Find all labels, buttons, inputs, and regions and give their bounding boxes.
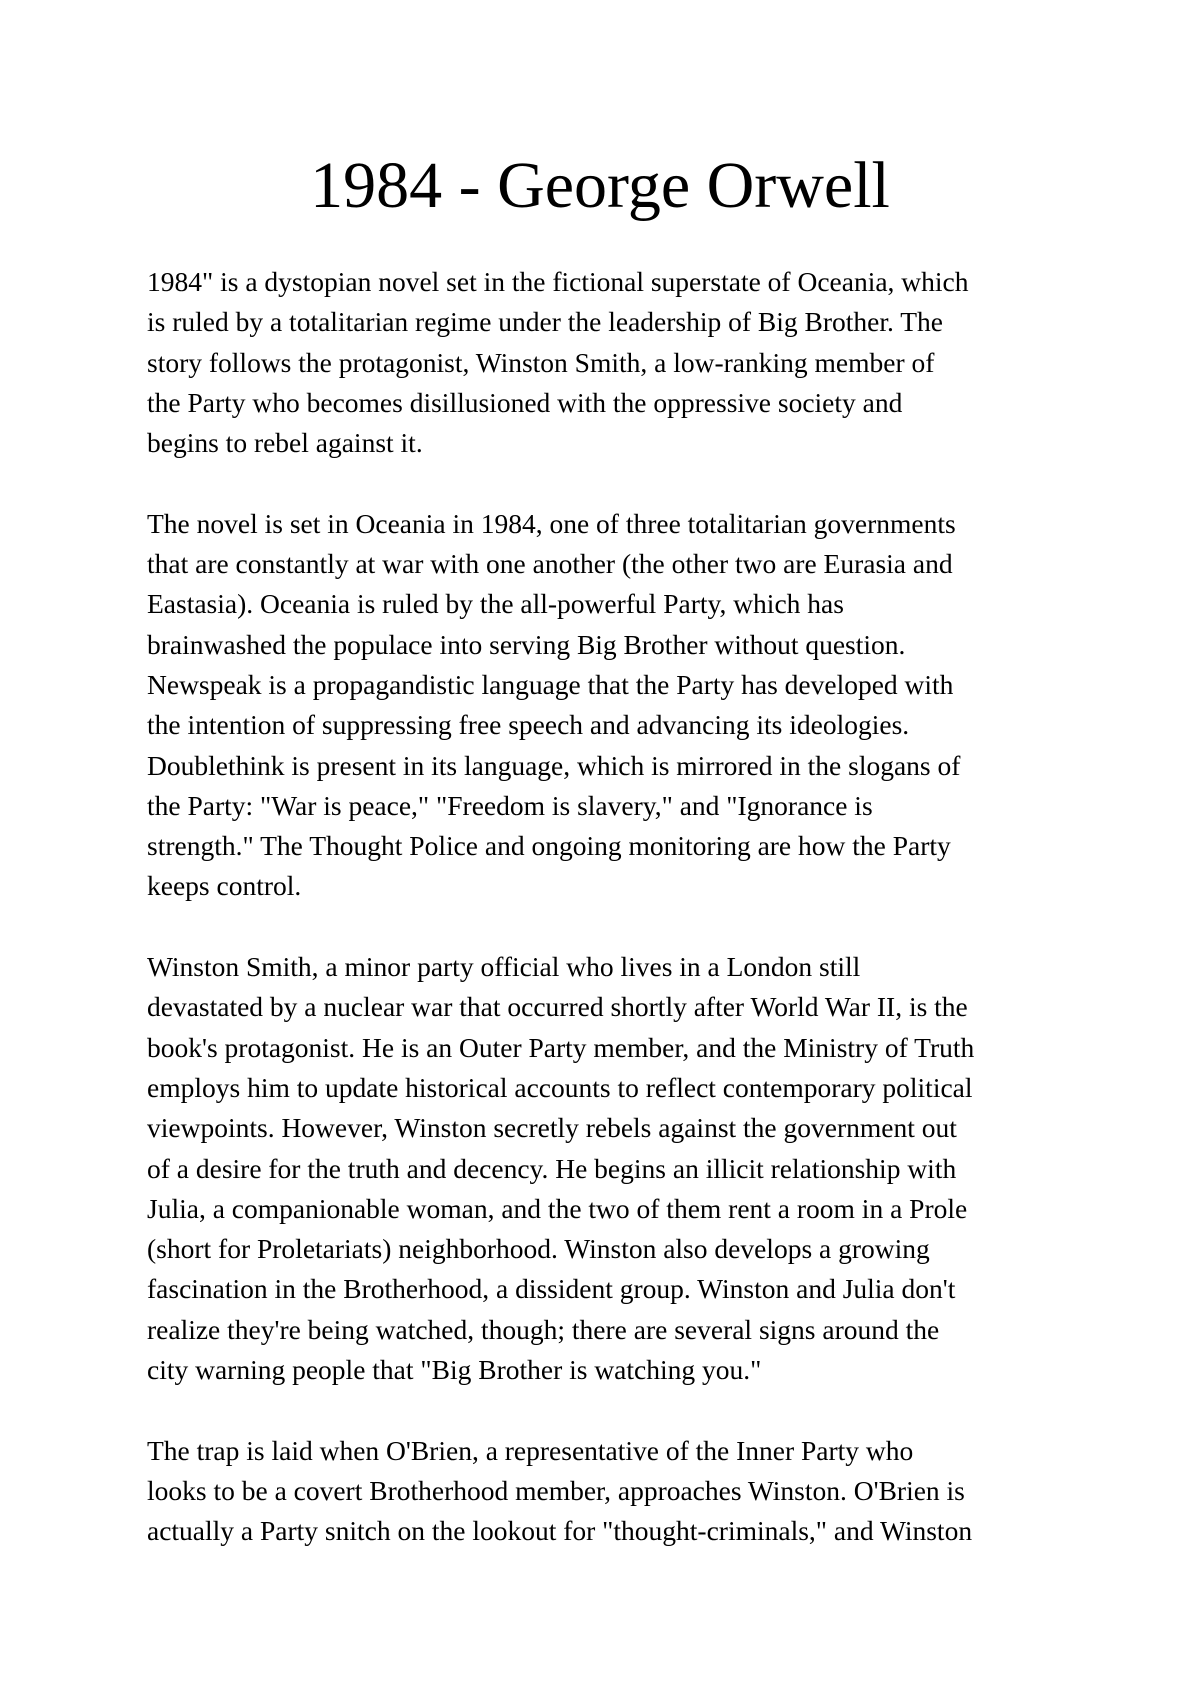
paragraph-4: The trap is laid when O'Brien, a representative of the Inner Party who looks to be a covert Brotherhood member, approaches Winston. O'Brien is actually a Party snitch on the lookout for "thought-criminals," and Winston (147, 1434, 973, 1547)
document-title: 1984 - George Orwell (310, 149, 890, 222)
paragraph-2: The novel is set in Oceania in 1984, one of three totalitarian governments that are constantly at war with one another (the other two are Eurasia and Eastasia). Oceania is ruled by the all-powerful Party, which has brainwashed the populace into serving Big Brother without question. Newspeak is a propagandistic language that the Party has developed with the intention of suppressing free speech and advancing its ideologies. Doublethink is present in its language, which is mirrored in the slogans of the Party: "War is peace," "Freedom is slavery," and "Ignorance is strength." The Thought Police and ongoing monitoring are how the Party keeps control. (147, 507, 961, 902)
paragraph-1: 1984" is a dystopian novel set in the fictional superstate of Oceania, which is ruled by a totalitarian regime under the leadership of Big Brother. The story follows the protagonist, Winston Smith, a low-ranking member of the Party who becomes disillusioned with the oppressive society and begins to rebel against it. (147, 266, 969, 459)
document-body (147, 262, 1077, 1592)
paragraph-3: Winston Smith, a minor party official who lives in a London still devastated by a nuclear war that occurred shortly after World War II, is the book's protagonist. He is an Outer Party member, and the Ministry of Truth employs him to update historical accounts to reflect contemporary political viewpoints. However, Winston secretly rebels against the government out of a desire for the truth and decency. He begins an illicit relationship with Julia, a companionable woman, and the two of them rent a room in a Prole (short for Proletariats) neighborhood. Winston also develops a growing fascination in the Brotherhood, a dissident group. Winston and Julia don't realize they're being watched, though; there are several signs around the city warning people that "Big Brother is watching you." (147, 951, 975, 1386)
